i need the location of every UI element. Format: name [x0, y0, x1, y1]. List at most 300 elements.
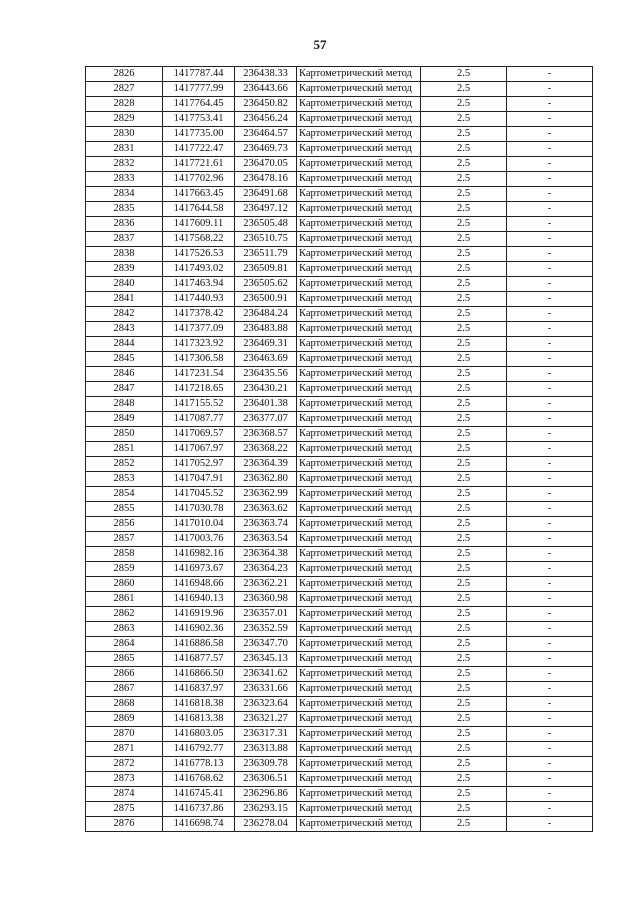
y-coordinate-cell: 236510.75	[235, 232, 297, 247]
accuracy-cell: 2.5	[421, 247, 507, 262]
method-cell: Картометрический метод	[297, 157, 421, 172]
table-row	[86, 427, 593, 442]
point-number-cell: 2874	[86, 787, 163, 802]
method-cell: Картометрический метод	[297, 397, 421, 412]
y-coordinate-cell: 236341.62	[235, 667, 297, 682]
accuracy-cell: 2.5	[421, 547, 507, 562]
table-row	[86, 577, 593, 592]
x-coordinate-cell: 1416737.86	[163, 802, 235, 817]
x-coordinate-cell: 1417069.57	[163, 427, 235, 442]
table-row	[86, 607, 593, 622]
method-cell: Картометрический метод	[297, 142, 421, 157]
table-row	[86, 562, 593, 577]
method-cell: Картометрический метод	[297, 457, 421, 472]
y-coordinate-cell: 236463.69	[235, 352, 297, 367]
note-cell: -	[507, 727, 593, 742]
note-cell: -	[507, 127, 593, 142]
x-coordinate-cell: 1417663.45	[163, 187, 235, 202]
y-coordinate-cell: 236483.88	[235, 322, 297, 337]
x-coordinate-cell: 1416940.13	[163, 592, 235, 607]
method-cell: Картометрический метод	[297, 697, 421, 712]
note-cell: -	[507, 142, 593, 157]
point-number-cell: 2841	[86, 292, 163, 307]
table-row	[86, 382, 593, 397]
point-number-cell: 2863	[86, 622, 163, 637]
note-cell: -	[507, 292, 593, 307]
x-coordinate-cell: 1417010.04	[163, 517, 235, 532]
note-cell: -	[507, 202, 593, 217]
table-row	[86, 322, 593, 337]
method-cell: Картометрический метод	[297, 712, 421, 727]
method-cell: Картометрический метод	[297, 262, 421, 277]
note-cell: -	[507, 547, 593, 562]
note-cell: -	[507, 757, 593, 772]
y-coordinate-cell: 236306.51	[235, 772, 297, 787]
point-number-cell: 2830	[86, 127, 163, 142]
note-cell: -	[507, 367, 593, 382]
accuracy-cell: 2.5	[421, 172, 507, 187]
page-number: 57	[313, 37, 327, 52]
note-cell: -	[507, 517, 593, 532]
method-cell: Картометрический метод	[297, 442, 421, 457]
table-row	[86, 472, 593, 487]
table-row	[86, 517, 593, 532]
x-coordinate-cell: 1416768.62	[163, 772, 235, 787]
method-cell: Картометрический метод	[297, 547, 421, 562]
x-coordinate-cell: 1416886.58	[163, 637, 235, 652]
accuracy-cell: 2.5	[421, 682, 507, 697]
accuracy-cell: 2.5	[421, 292, 507, 307]
x-coordinate-cell: 1417777.99	[163, 82, 235, 97]
point-number-cell: 2850	[86, 427, 163, 442]
accuracy-cell: 2.5	[421, 487, 507, 502]
note-cell: -	[507, 667, 593, 682]
y-coordinate-cell: 236377.07	[235, 412, 297, 427]
x-coordinate-cell: 1417155.52	[163, 397, 235, 412]
x-coordinate-cell: 1417721.61	[163, 157, 235, 172]
method-cell: Картометрический метод	[297, 187, 421, 202]
accuracy-cell: 2.5	[421, 652, 507, 667]
accuracy-cell: 2.5	[421, 367, 507, 382]
point-number-cell: 2872	[86, 757, 163, 772]
table-row	[86, 172, 593, 187]
accuracy-cell: 2.5	[421, 382, 507, 397]
point-number-cell: 2849	[86, 412, 163, 427]
y-coordinate-cell: 236368.22	[235, 442, 297, 457]
point-number-cell: 2838	[86, 247, 163, 262]
x-coordinate-cell: 1417030.78	[163, 502, 235, 517]
method-cell: Картометрический метод	[297, 67, 421, 82]
accuracy-cell: 2.5	[421, 457, 507, 472]
point-number-cell: 2857	[86, 532, 163, 547]
note-cell: -	[507, 652, 593, 667]
method-cell: Картометрический метод	[297, 652, 421, 667]
table-row	[86, 742, 593, 757]
note-cell: -	[507, 172, 593, 187]
point-number-cell: 2855	[86, 502, 163, 517]
note-cell: -	[507, 157, 593, 172]
point-number-cell: 2851	[86, 442, 163, 457]
note-cell: -	[507, 82, 593, 97]
point-number-cell: 2869	[86, 712, 163, 727]
x-coordinate-cell: 1416778.13	[163, 757, 235, 772]
accuracy-cell: 2.5	[421, 142, 507, 157]
note-cell: -	[507, 457, 593, 472]
x-coordinate-cell: 1416813.38	[163, 712, 235, 727]
table-row	[86, 232, 593, 247]
point-number-cell: 2859	[86, 562, 163, 577]
table-row	[86, 367, 593, 382]
accuracy-cell: 2.5	[421, 187, 507, 202]
table-row	[86, 97, 593, 112]
table-row	[86, 142, 593, 157]
accuracy-cell: 2.5	[421, 697, 507, 712]
note-cell: -	[507, 502, 593, 517]
note-cell: -	[507, 637, 593, 652]
y-coordinate-cell: 236509.81	[235, 262, 297, 277]
x-coordinate-cell: 1417735.00	[163, 127, 235, 142]
method-cell: Картометрический метод	[297, 772, 421, 787]
method-cell: Картометрический метод	[297, 682, 421, 697]
note-cell: -	[507, 697, 593, 712]
point-number-cell: 2848	[86, 397, 163, 412]
method-cell: Картометрический метод	[297, 802, 421, 817]
method-cell: Картометрический метод	[297, 592, 421, 607]
point-number-cell: 2826	[86, 67, 163, 82]
note-cell: -	[507, 592, 593, 607]
accuracy-cell: 2.5	[421, 127, 507, 142]
y-coordinate-cell: 236500.91	[235, 292, 297, 307]
method-cell: Картометрический метод	[297, 232, 421, 247]
y-coordinate-cell: 236347.70	[235, 637, 297, 652]
note-cell: -	[507, 802, 593, 817]
point-number-cell: 2866	[86, 667, 163, 682]
x-coordinate-cell: 1417609.11	[163, 217, 235, 232]
y-coordinate-cell: 236456.24	[235, 112, 297, 127]
x-coordinate-cell: 1417753.41	[163, 112, 235, 127]
x-coordinate-cell: 1416698.74	[163, 817, 235, 832]
accuracy-cell: 2.5	[421, 757, 507, 772]
y-coordinate-cell: 236293.15	[235, 802, 297, 817]
method-cell: Картометрический метод	[297, 367, 421, 382]
y-coordinate-cell: 236511.79	[235, 247, 297, 262]
x-coordinate-cell: 1416982.16	[163, 547, 235, 562]
point-number-cell: 2842	[86, 307, 163, 322]
x-coordinate-cell: 1417764.45	[163, 97, 235, 112]
method-cell: Картометрический метод	[297, 472, 421, 487]
note-cell: -	[507, 442, 593, 457]
method-cell: Картометрический метод	[297, 607, 421, 622]
note-cell: -	[507, 772, 593, 787]
table-row	[86, 442, 593, 457]
note-cell: -	[507, 472, 593, 487]
x-coordinate-cell: 1416818.38	[163, 697, 235, 712]
x-coordinate-cell: 1417702.96	[163, 172, 235, 187]
accuracy-cell: 2.5	[421, 637, 507, 652]
y-coordinate-cell: 236317.31	[235, 727, 297, 742]
note-cell: -	[507, 232, 593, 247]
accuracy-cell: 2.5	[421, 277, 507, 292]
point-number-cell: 2852	[86, 457, 163, 472]
point-number-cell: 2835	[86, 202, 163, 217]
note-cell: -	[507, 397, 593, 412]
accuracy-cell: 2.5	[421, 802, 507, 817]
point-number-cell: 2862	[86, 607, 163, 622]
y-coordinate-cell: 236364.38	[235, 547, 297, 562]
table-row	[86, 622, 593, 637]
table-row	[86, 667, 593, 682]
note-cell: -	[507, 352, 593, 367]
accuracy-cell: 2.5	[421, 727, 507, 742]
point-number-cell: 2840	[86, 277, 163, 292]
accuracy-cell: 2.5	[421, 772, 507, 787]
x-coordinate-cell: 1417087.77	[163, 412, 235, 427]
y-coordinate-cell: 236364.23	[235, 562, 297, 577]
y-coordinate-cell: 236296.86	[235, 787, 297, 802]
accuracy-cell: 2.5	[421, 577, 507, 592]
y-coordinate-cell: 236313.88	[235, 742, 297, 757]
accuracy-cell: 2.5	[421, 262, 507, 277]
point-number-cell: 2871	[86, 742, 163, 757]
x-coordinate-cell: 1417644.58	[163, 202, 235, 217]
y-coordinate-cell: 236497.12	[235, 202, 297, 217]
accuracy-cell: 2.5	[421, 712, 507, 727]
table-row	[86, 757, 593, 772]
table-row	[86, 637, 593, 652]
table-row	[86, 532, 593, 547]
x-coordinate-cell: 1416948.66	[163, 577, 235, 592]
point-number-cell: 2829	[86, 112, 163, 127]
note-cell: -	[507, 622, 593, 637]
method-cell: Картометрический метод	[297, 757, 421, 772]
table-row	[86, 307, 593, 322]
accuracy-cell: 2.5	[421, 787, 507, 802]
method-cell: Картометрический метод	[297, 307, 421, 322]
method-cell: Картометрический метод	[297, 112, 421, 127]
method-cell: Картометрический метод	[297, 577, 421, 592]
y-coordinate-cell: 236430.21	[235, 382, 297, 397]
table-row	[86, 772, 593, 787]
x-coordinate-cell: 1417493.02	[163, 262, 235, 277]
x-coordinate-cell: 1416866.50	[163, 667, 235, 682]
note-cell: -	[507, 262, 593, 277]
table-row	[86, 292, 593, 307]
method-cell: Картометрический метод	[297, 82, 421, 97]
point-number-cell: 2843	[86, 322, 163, 337]
method-cell: Картометрический метод	[297, 817, 421, 832]
table-row	[86, 727, 593, 742]
accuracy-cell: 2.5	[421, 157, 507, 172]
note-cell: -	[507, 712, 593, 727]
y-coordinate-cell: 236362.99	[235, 487, 297, 502]
table-row	[86, 802, 593, 817]
method-cell: Картометрический метод	[297, 127, 421, 142]
y-coordinate-cell: 236478.16	[235, 172, 297, 187]
table-row	[86, 397, 593, 412]
x-coordinate-cell: 1417722.47	[163, 142, 235, 157]
note-cell: -	[507, 247, 593, 262]
method-cell: Картометрический метод	[297, 217, 421, 232]
note-cell: -	[507, 337, 593, 352]
accuracy-cell: 2.5	[421, 412, 507, 427]
accuracy-cell: 2.5	[421, 97, 507, 112]
point-number-cell: 2828	[86, 97, 163, 112]
note-cell: -	[507, 412, 593, 427]
note-cell: -	[507, 307, 593, 322]
table-row	[86, 487, 593, 502]
table-row	[86, 112, 593, 127]
x-coordinate-cell: 1417003.76	[163, 532, 235, 547]
method-cell: Картометрический метод	[297, 742, 421, 757]
x-coordinate-cell: 1417052.97	[163, 457, 235, 472]
y-coordinate-cell: 236357.01	[235, 607, 297, 622]
point-number-cell: 2832	[86, 157, 163, 172]
x-coordinate-cell: 1416792.77	[163, 742, 235, 757]
x-coordinate-cell: 1417047.91	[163, 472, 235, 487]
table-row	[86, 547, 593, 562]
y-coordinate-cell: 236360.98	[235, 592, 297, 607]
method-cell: Картометрический метод	[297, 202, 421, 217]
point-number-cell: 2860	[86, 577, 163, 592]
method-cell: Картометрический метод	[297, 727, 421, 742]
accuracy-cell: 2.5	[421, 202, 507, 217]
y-coordinate-cell: 236331.66	[235, 682, 297, 697]
method-cell: Картометрический метод	[297, 412, 421, 427]
point-number-cell: 2844	[86, 337, 163, 352]
method-cell: Картометрический метод	[297, 622, 421, 637]
point-number-cell: 2870	[86, 727, 163, 742]
table-row	[86, 67, 593, 82]
y-coordinate-cell: 236323.64	[235, 697, 297, 712]
x-coordinate-cell: 1417568.22	[163, 232, 235, 247]
point-number-cell: 2865	[86, 652, 163, 667]
accuracy-cell: 2.5	[421, 232, 507, 247]
method-cell: Картометрический метод	[297, 502, 421, 517]
point-number-cell: 2836	[86, 217, 163, 232]
method-cell: Картометрический метод	[297, 487, 421, 502]
y-coordinate-cell: 236362.80	[235, 472, 297, 487]
y-coordinate-cell: 236363.74	[235, 517, 297, 532]
note-cell: -	[507, 817, 593, 832]
method-cell: Картометрический метод	[297, 427, 421, 442]
accuracy-cell: 2.5	[421, 607, 507, 622]
note-cell: -	[507, 187, 593, 202]
y-coordinate-cell: 236401.38	[235, 397, 297, 412]
point-number-cell: 2864	[86, 637, 163, 652]
accuracy-cell: 2.5	[421, 742, 507, 757]
method-cell: Картометрический метод	[297, 637, 421, 652]
y-coordinate-cell: 236278.04	[235, 817, 297, 832]
note-cell: -	[507, 562, 593, 577]
table-row	[86, 82, 593, 97]
note-cell: -	[507, 787, 593, 802]
method-cell: Картометрический метод	[297, 322, 421, 337]
table-row	[86, 457, 593, 472]
x-coordinate-cell: 1417463.94	[163, 277, 235, 292]
point-number-cell: 2876	[86, 817, 163, 832]
point-number-cell: 2839	[86, 262, 163, 277]
point-number-cell: 2868	[86, 697, 163, 712]
method-cell: Картометрический метод	[297, 97, 421, 112]
x-coordinate-cell: 1417377.09	[163, 322, 235, 337]
method-cell: Картометрический метод	[297, 247, 421, 262]
accuracy-cell: 2.5	[421, 532, 507, 547]
note-cell: -	[507, 682, 593, 697]
accuracy-cell: 2.5	[421, 817, 507, 832]
y-coordinate-cell: 236469.73	[235, 142, 297, 157]
y-coordinate-cell: 236491.68	[235, 187, 297, 202]
table-row	[86, 262, 593, 277]
x-coordinate-cell: 1416877.57	[163, 652, 235, 667]
method-cell: Картометрический метод	[297, 292, 421, 307]
point-number-cell: 2867	[86, 682, 163, 697]
method-cell: Картометрический метод	[297, 337, 421, 352]
note-cell: -	[507, 217, 593, 232]
point-number-cell: 2846	[86, 367, 163, 382]
note-cell: -	[507, 742, 593, 757]
point-number-cell: 2847	[86, 382, 163, 397]
accuracy-cell: 2.5	[421, 442, 507, 457]
accuracy-cell: 2.5	[421, 217, 507, 232]
y-coordinate-cell: 236505.48	[235, 217, 297, 232]
method-cell: Картометрический метод	[297, 517, 421, 532]
table-row	[86, 412, 593, 427]
accuracy-cell: 2.5	[421, 622, 507, 637]
y-coordinate-cell: 236464.57	[235, 127, 297, 142]
y-coordinate-cell: 236484.24	[235, 307, 297, 322]
method-cell: Картометрический метод	[297, 667, 421, 682]
method-cell: Картометрический метод	[297, 787, 421, 802]
table-row	[86, 352, 593, 367]
x-coordinate-cell: 1416803.05	[163, 727, 235, 742]
y-coordinate-cell: 236435.56	[235, 367, 297, 382]
coordinates-table	[85, 66, 593, 832]
point-number-cell: 2834	[86, 187, 163, 202]
note-cell: -	[507, 67, 593, 82]
note-cell: -	[507, 112, 593, 127]
table-row	[86, 157, 593, 172]
point-number-cell: 2833	[86, 172, 163, 187]
y-coordinate-cell: 236363.62	[235, 502, 297, 517]
point-number-cell: 2853	[86, 472, 163, 487]
y-coordinate-cell: 236438.33	[235, 67, 297, 82]
point-number-cell: 2856	[86, 517, 163, 532]
table-row	[86, 697, 593, 712]
y-coordinate-cell: 236352.59	[235, 622, 297, 637]
y-coordinate-cell: 236450.82	[235, 97, 297, 112]
point-number-cell: 2861	[86, 592, 163, 607]
point-number-cell: 2854	[86, 487, 163, 502]
x-coordinate-cell: 1417440.93	[163, 292, 235, 307]
point-number-cell: 2837	[86, 232, 163, 247]
table-row	[86, 127, 593, 142]
accuracy-cell: 2.5	[421, 592, 507, 607]
y-coordinate-cell: 236345.13	[235, 652, 297, 667]
y-coordinate-cell: 236364.39	[235, 457, 297, 472]
y-coordinate-cell: 236469.31	[235, 337, 297, 352]
note-cell: -	[507, 97, 593, 112]
x-coordinate-cell: 1417378.42	[163, 307, 235, 322]
y-coordinate-cell: 236363.54	[235, 532, 297, 547]
accuracy-cell: 2.5	[421, 502, 507, 517]
note-cell: -	[507, 607, 593, 622]
accuracy-cell: 2.5	[421, 322, 507, 337]
accuracy-cell: 2.5	[421, 67, 507, 82]
x-coordinate-cell: 1417787.44	[163, 67, 235, 82]
coordinates-table-body	[86, 67, 593, 832]
y-coordinate-cell: 236362.21	[235, 577, 297, 592]
accuracy-cell: 2.5	[421, 397, 507, 412]
